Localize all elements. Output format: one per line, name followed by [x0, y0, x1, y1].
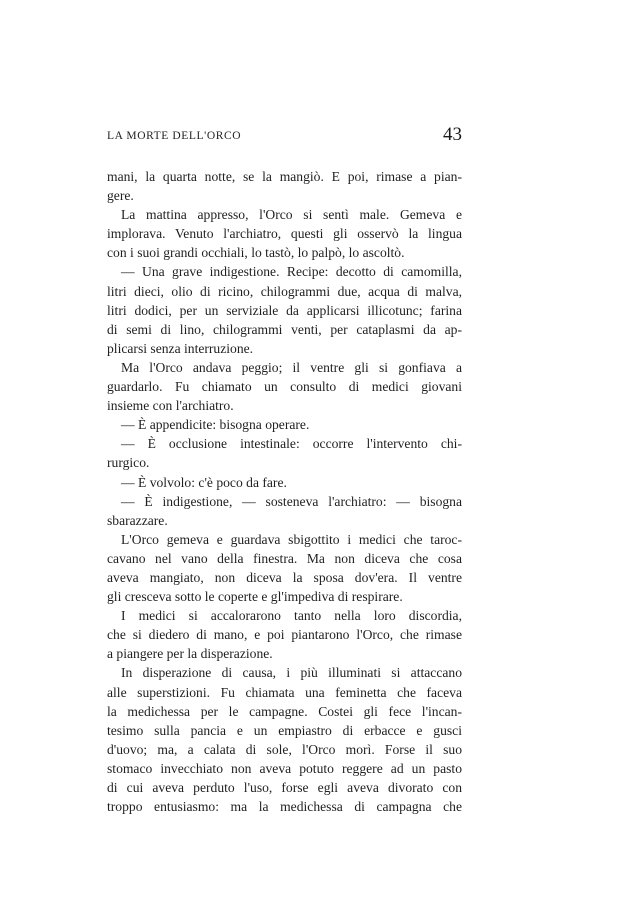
text-line: litri dodici, per un serviziale da applicarsi illicotunc; farina: [107, 302, 462, 318]
text-line: troppo entusiasmo: ma la medichessa di campagna che: [107, 799, 462, 815]
text-line: stomaco invecchiato non aveva potuto reggere ad un pasto: [107, 760, 462, 776]
text-line: aveva mangiato, non diceva la sposa dov'era. Il ventre: [107, 569, 462, 585]
text-line: mani, la quarta notte, se la mangiò. E poi, rimase a pian-: [107, 169, 462, 184]
body-text: [107, 167, 462, 816]
text-line: In disperazione di causa, i più illuminati si attaccano: [121, 665, 462, 681]
text-line: cavano nel vano della finestra. Ma non diceva che cosa: [107, 550, 462, 566]
text-line: insieme con l'archiatro.: [107, 398, 234, 414]
text-line: plicarsi senza interruzione.: [107, 340, 254, 356]
text-line: — Una grave indigestione. Recipe: decotto di camomilla,: [121, 264, 462, 280]
text-line: di semi di lino, chilogrammi venti, per cataplasmi da ap-: [107, 321, 462, 337]
text-line: rurgico.: [107, 455, 150, 471]
text-line: I medici si accalorarono tanto nella loro discordia,: [121, 608, 462, 624]
text-line: implorava. Venuto l'archiatro, questi gli osservò la lingua: [107, 226, 462, 242]
page-number: 43: [443, 124, 462, 145]
text-line: — È appendicite: bisogna operare.: [121, 417, 310, 433]
text-line: — È occlusione intestinale: occorre l'intervento chi-: [121, 436, 462, 452]
text-line: la medichessa per le campagne. Costei gli fece l'incan-: [107, 703, 462, 719]
text-line: L'Orco gemeva e guardava sbigottito i medici che taroc-: [121, 531, 462, 547]
text-line: sbarazzare.: [107, 512, 168, 528]
text-line: di cui aveva perduto l'uso, forse egli aveva divorato con: [107, 780, 462, 795]
text-line: — È volvolo: c'è poco da fare.: [121, 474, 287, 490]
text-line: gere.: [107, 188, 134, 204]
text-line: La mattina appresso, l'Orco si sentì male. Gemeva e: [121, 207, 462, 223]
text-line: Ma l'Orco andava peggio; il ventre gli si gonfiava a: [121, 359, 462, 375]
text-line: tesimo sulla pancia e un empiastro di erbacce e gusci: [107, 722, 462, 738]
text-line: gli cresceva sotto le coperte e gl'impediva di respirare.: [107, 589, 403, 605]
text-line: con i suoi grandi occhiali, lo tastò, lo palpò, lo ascoltò.: [107, 245, 405, 261]
text-line: a piangere per la disperazione.: [107, 646, 273, 662]
text-line: che si diedero di mano, e poi piantarono l'Orco, che rimase: [107, 627, 462, 643]
text-line: d'uovo; ma, a calata di sole, l'Orco morì. Forse il suo: [107, 741, 462, 757]
running-title: LA MORTE DELL'ORCO: [107, 130, 242, 142]
text-line: litri dieci, olio di ricino, chilogrammi due, acqua di malva,: [107, 283, 462, 299]
text-line: guardarlo. Fu chiamato un consulto di medici giovani: [107, 379, 462, 395]
text-line: alle superstizioni. Fu chiamata una feminetta che faceva: [107, 684, 462, 700]
text-line: — È indigestione, — sosteneva l'archiatro: — bisogna: [121, 493, 462, 509]
